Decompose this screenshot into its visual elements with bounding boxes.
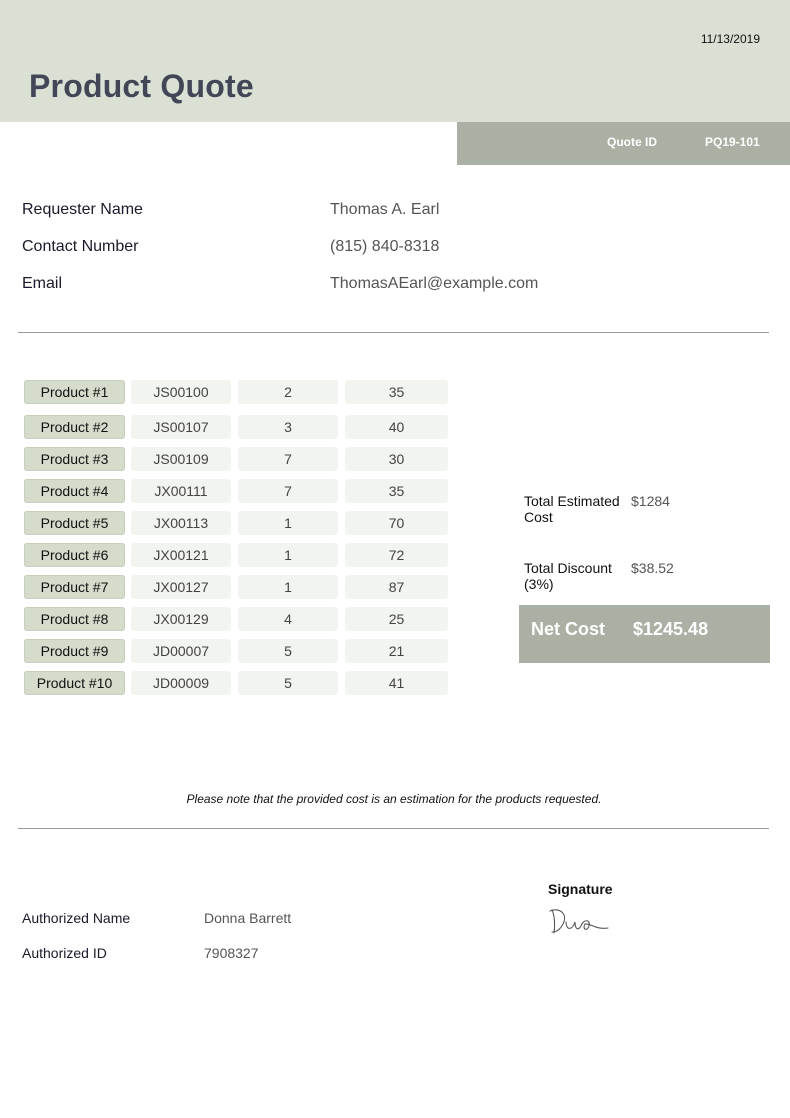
product-price-cell: 35 xyxy=(345,380,448,404)
product-quantity-cell: 1 xyxy=(238,575,338,599)
product-name-cell: Product #7 xyxy=(24,575,125,599)
table-row xyxy=(24,479,449,503)
total-discount-label: Total Discount (3%) xyxy=(524,560,612,592)
product-quantity-cell: 1 xyxy=(238,511,338,535)
contact-number-value: (815) 840-8318 xyxy=(330,238,440,255)
product-quantity-cell: 4 xyxy=(238,607,338,631)
product-quantity-cell: 7 xyxy=(238,447,338,471)
table-row xyxy=(24,607,449,631)
product-code-cell: JD00007 xyxy=(131,639,231,663)
product-price-cell: 21 xyxy=(345,639,448,663)
table-row xyxy=(24,415,449,439)
divider xyxy=(18,828,769,829)
authorized-id-value: 7908327 xyxy=(204,945,259,961)
product-name-cell: Product #1 xyxy=(24,380,125,404)
net-cost-label: Net Cost xyxy=(531,619,606,639)
product-quantity-cell: 3 xyxy=(238,415,338,439)
product-price-cell: 70 xyxy=(345,511,448,535)
total-discount-value: $38.52 xyxy=(631,560,674,576)
product-price-cell: 87 xyxy=(345,575,448,599)
product-price-cell: 30 xyxy=(345,447,448,471)
product-name-cell: Product #2 xyxy=(24,415,125,439)
product-code-cell: JX00113 xyxy=(131,511,231,535)
email-label: Email xyxy=(22,275,63,292)
product-code-cell: JX00127 xyxy=(131,575,231,599)
product-name-cell: Product #10 xyxy=(24,671,125,695)
product-code-cell: JX00121 xyxy=(131,543,231,567)
product-quantity-cell: 2 xyxy=(238,380,338,404)
contact-number-label: Contact Number xyxy=(22,238,139,255)
product-price-cell: 41 xyxy=(345,671,448,695)
estimation-note: Please note that the provided cost is an estimation for the products requested. xyxy=(186,792,602,806)
product-code-cell: JS00100 xyxy=(131,380,231,404)
table-row xyxy=(24,380,449,404)
table-row xyxy=(24,543,449,567)
quote-id-bar xyxy=(457,122,790,165)
product-name-cell: Product #5 xyxy=(24,511,125,535)
product-code-cell: JS00107 xyxy=(131,415,231,439)
table-row xyxy=(24,447,449,471)
page-title: Product Quote xyxy=(29,68,254,104)
divider xyxy=(18,332,769,333)
product-quantity-cell: 7 xyxy=(238,479,338,503)
quote-date: 11/13/2019 xyxy=(700,32,760,46)
table-row xyxy=(24,575,449,599)
header-band xyxy=(0,0,790,122)
product-name-cell: Product #9 xyxy=(24,639,125,663)
total-estimated-cost-label: Total Estimated Cost xyxy=(524,493,620,525)
signature-label: Signature xyxy=(548,881,613,897)
product-price-cell: 25 xyxy=(345,607,448,631)
product-code-cell: JD00009 xyxy=(131,671,231,695)
product-quantity-cell: 5 xyxy=(238,639,338,663)
total-estimated-cost-value: $1284 xyxy=(631,493,670,509)
product-code-cell: JX00129 xyxy=(131,607,231,631)
table-row xyxy=(24,511,449,535)
authorized-name-value: Donna Barrett xyxy=(204,910,292,926)
table-row xyxy=(24,671,449,695)
product-price-cell: 35 xyxy=(345,479,448,503)
product-name-cell: Product #4 xyxy=(24,479,125,503)
table-row xyxy=(24,639,449,663)
product-name-cell: Product #3 xyxy=(24,447,125,471)
product-price-cell: 40 xyxy=(345,415,448,439)
authorized-id-label: Authorized ID xyxy=(22,945,107,961)
product-code-cell: JS00109 xyxy=(131,447,231,471)
product-price-cell: 72 xyxy=(345,543,448,567)
requester-name-label: Requester Name xyxy=(22,201,143,218)
product-name-cell: Product #6 xyxy=(24,543,125,567)
product-quantity-cell: 5 xyxy=(238,671,338,695)
email-value: ThomasAEarl@example.com xyxy=(330,275,539,292)
product-code-cell: JX00111 xyxy=(131,479,231,503)
quote-id-label: Quote ID xyxy=(607,135,657,149)
signature-image xyxy=(546,904,612,938)
product-name-cell: Product #8 xyxy=(24,607,125,631)
net-cost-value: $1245.48 xyxy=(633,619,709,639)
product-quantity-cell: 1 xyxy=(238,543,338,567)
requester-name-value: Thomas A. Earl xyxy=(330,201,440,218)
net-cost-box xyxy=(519,605,770,663)
authorized-name-label: Authorized Name xyxy=(22,910,131,926)
quote-id-value: PQ19-101 xyxy=(705,135,760,149)
